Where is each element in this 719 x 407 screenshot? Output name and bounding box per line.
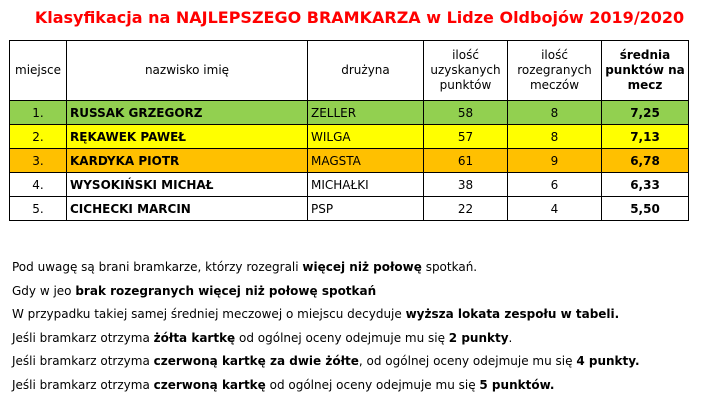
header-name: nazwisko imię — [67, 41, 308, 101]
note-text: Jeśli bramkarz otrzyma — [12, 330, 154, 345]
cell-name: RĘKAWEK PAWEŁ — [67, 125, 308, 149]
cell-team: MAGSTA — [308, 149, 424, 173]
cell-matches: 8 — [508, 125, 602, 149]
cell-team: ZELLER — [308, 101, 424, 125]
note-bold: brak rozegranych więcej niż połowę spotkań — [75, 283, 377, 298]
note-text: , od ogólnej oceny odejmuje mu się — [358, 354, 577, 368]
cell-matches: 9 — [508, 149, 602, 173]
cell-name: CICHECKI MARCIN — [67, 197, 308, 221]
note-bold: więcej niż połowę — [302, 260, 422, 274]
table-header-row — [10, 41, 689, 101]
cell-matches: 8 — [508, 101, 602, 125]
cell-points: 58 — [424, 101, 508, 125]
header-place: miejsce — [10, 41, 67, 101]
header-team: drużyna — [308, 41, 424, 101]
note-text: od ogólnej oceny odejmuje mu się — [235, 330, 449, 345]
cell-place: 5. — [10, 197, 67, 221]
note-text: W przypadku takiej samej średniej meczowej o miejscu decyduje — [12, 307, 406, 321]
rules-notes — [12, 258, 640, 399]
cell-points: 57 — [424, 125, 508, 149]
page-title: Klasyfikacja na NAJLEPSZEGO BRAMKARZA w Lidze Oldbojów 2019/2020 — [34, 8, 685, 27]
note-line — [12, 352, 640, 376]
table-row — [10, 149, 689, 173]
note-line — [12, 258, 640, 282]
cell-name: RUSSAK GRZEGORZ — [67, 101, 308, 125]
cell-average: 7,25 — [602, 101, 689, 125]
note-text: . — [508, 330, 513, 345]
note-bold: wyższa lokata zespołu w tabeli. — [405, 307, 620, 321]
note-text: od ogólnej oceny odejmuje mu się — [265, 377, 480, 392]
table-row — [10, 197, 689, 221]
header-average: średnia punktów na mecz — [602, 41, 689, 101]
cell-place: 3. — [10, 149, 67, 173]
cell-place: 1. — [10, 101, 67, 125]
cell-average: 6,33 — [602, 173, 689, 197]
cell-place: 4. — [10, 173, 67, 197]
note-bold: czerwoną kartkę za dwie żółte — [153, 354, 359, 368]
cell-average: 5,50 — [602, 197, 689, 221]
note-bold: czerwoną kartkę — [153, 377, 266, 392]
table-row — [10, 125, 689, 149]
cell-points: 61 — [424, 149, 508, 173]
header-matches: ilość rozegranych meczów — [508, 41, 602, 101]
table-row — [10, 101, 689, 125]
note-bold: żółta kartkę — [153, 330, 236, 345]
cell-points: 38 — [424, 173, 508, 197]
cell-team: MICHAŁKI — [308, 173, 424, 197]
note-line — [12, 329, 640, 353]
cell-points: 22 — [424, 197, 508, 221]
cell-matches: 4 — [508, 197, 602, 221]
cell-name: WYSOKIŃSKI MICHAŁ — [67, 173, 308, 197]
cell-place: 2. — [10, 125, 67, 149]
note-text: Gdy w jeo — [12, 283, 76, 298]
cell-average: 6,78 — [602, 149, 689, 173]
note-bold: 2 punkty — [448, 330, 509, 345]
note-bold: 4 punkty. — [576, 354, 640, 368]
cell-average: 7,13 — [602, 125, 689, 149]
cell-team: WILGA — [308, 125, 424, 149]
note-line — [12, 305, 640, 329]
note-line — [12, 376, 640, 400]
cell-team: PSP — [308, 197, 424, 221]
note-text: Jeśli bramkarz otrzyma — [12, 377, 154, 392]
cell-matches: 6 — [508, 173, 602, 197]
note-text: Jeśli bramkarz otrzyma — [12, 354, 154, 368]
table-row — [10, 173, 689, 197]
note-text: spotkań. — [421, 260, 478, 274]
header-points: ilość uzyskanych punktów — [424, 41, 508, 101]
note-bold: 5 punktów. — [479, 377, 555, 392]
note-text: Pod uwagę są brani bramkarze, którzy rozegrali — [12, 260, 303, 274]
note-line — [12, 282, 640, 306]
cell-name: KARDYKA PIOTR — [67, 149, 308, 173]
ranking-table — [9, 40, 689, 221]
